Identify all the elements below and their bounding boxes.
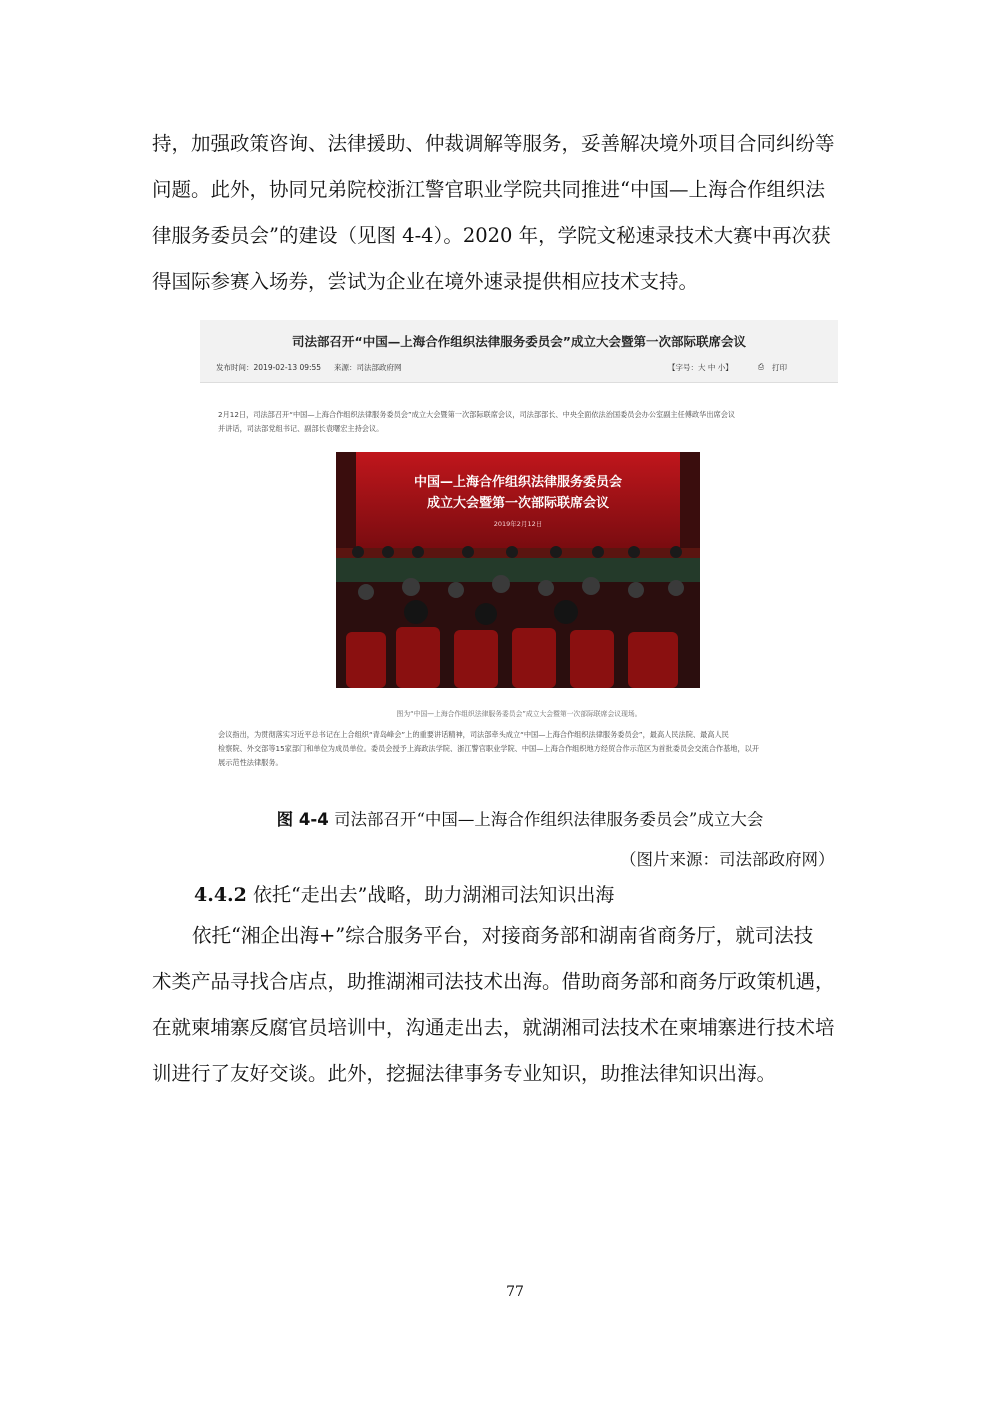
page-number: 77 [506,1284,524,1300]
banner-date: 2019年2月12日 [493,520,543,528]
paragraph-line: 在就柬埔寨反腐官员培训中，沟通走出去，就湖湘司法技术在柬埔寨进行技术培 [152,1016,835,1039]
paragraph-line: 持，加强政策咨询、法律援助、仲裁调解等服务，妥善解决境外项目合同纠纷等 [152,132,835,155]
news-intro-line: 并讲话，司法部党组书记、副部长袁曙宏主持会议。 [218,424,384,433]
paragraph-top [152,121,852,305]
figure-source: （图片来源：司法部政府网） [620,850,835,869]
paragraph-line: 律服务委员会”的建设（见图 4-4）。2020 年，学院文秘速录技术大赛中再次获 [152,224,831,247]
figure-label: 图 4-4 [276,810,329,829]
paragraph-line: 得国际参赛入场券，尝试为企业在境外速录提供相应技术支持。 [152,270,699,293]
paragraph-line: 训进行了友好交谈。此外，挖掘法律事务专业知识，助推法律知识出海。 [152,1062,777,1085]
paragraph-line: 术类产品寻找合店点，助推湖湘司法技术出海。借助商务部和商务厅政策机遇， [152,970,835,993]
section-heading [194,880,614,907]
section-title: 依托“走出去”战略，助力湖湘司法知识出海 [252,884,615,906]
news-header [200,320,838,383]
figure-caption [0,806,1000,830]
publish-time: 发布时间：2019-02-13 09:55 [216,363,322,372]
news-title: 司法部召开“中国—上海合作组织法律服务委员会”成立大会暨第一次部际联席会议 [292,334,746,349]
print-link: 打印 [772,363,787,372]
figure-caption-text: 司法部召开“中国—上海合作组织法律服务委员会”成立大会 [333,810,764,829]
section-number: 4.4.2 [194,884,247,906]
news-intro-line: 2月12日，司法部召开“中国—上海合作组织法律服务委员会”成立大会暨第一次部际联席会议，司法部部长、中央全面依法治国委员会办公室副主任傅政华出席会议 [218,410,736,419]
banner-line-2: 成立大会暨第一次部际联席会议 [426,496,610,511]
paragraph-bottom [152,913,852,1097]
news-intro [218,408,838,436]
news-source: 来源：司法部政府网 [334,363,402,372]
photo-caption: 图为“中国—上海合作组织法律服务委员会”成立大会暨第一次部际联席会议现场。 [396,710,642,718]
news-screenshot-figure [200,320,838,788]
news-body-line: 会议指出，为贯彻落实习近平总书记在上合组织“青岛峰会”上的重要讲话精神，司法部牵头成立“中国—上海合作组织法律服务委员会”，最高人民法院、最高人民 [218,730,729,739]
paragraph-line: 依托“湘企出海+”综合服务平台，对接商务部和湖南省商务厅，就司法技 [192,924,814,947]
news-body-line: 展示范性法律服务。 [218,758,283,767]
print-icon: ⎙ [758,362,764,371]
paragraph-line: 问题。此外，协同兄弟院校浙江警官职业学院共同推进“中国—上海合作组织法 [152,178,825,201]
banner-line-1: 中国—上海合作组织法律服务委员会 [413,475,623,490]
meeting-photo [336,452,700,688]
news-body-line: 检察院、外交部等15家部门和单位为成员单位。委员会授予上海政法学院、浙江警官职业学院、中国—上海合作组织地方经贸合作示范区为首批委员会交流合作基地，以开 [218,744,760,753]
font-size-switch: 【字号：大 中 小】 [668,363,733,372]
news-body [218,728,838,770]
